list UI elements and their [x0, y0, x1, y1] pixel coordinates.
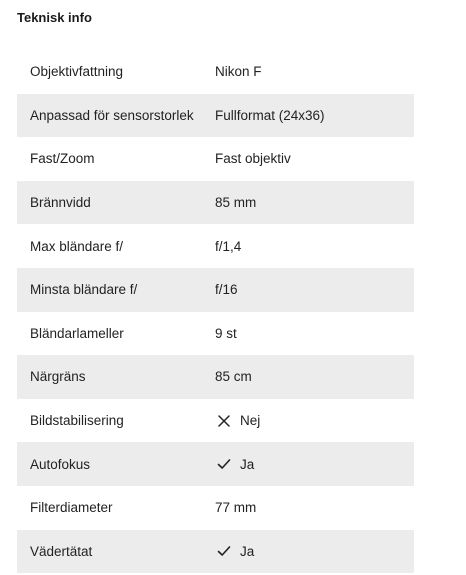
spec-label: Objektivfattning — [30, 64, 124, 80]
spec-label: Bländarlameller — [30, 325, 124, 341]
spec-label: Autofokus — [30, 456, 91, 472]
spec-value: 77 mm — [215, 500, 257, 516]
spec-value-cell — [215, 151, 414, 166]
spec-value-cell — [215, 282, 414, 297]
spec-row-max-blandare — [17, 224, 414, 268]
spec-value: 85 cm — [215, 369, 252, 385]
cross-icon — [217, 414, 231, 428]
spec-row-autofokus — [17, 442, 414, 486]
spec-label: Fast/Zoom — [30, 151, 95, 167]
spec-label: Max bländare f/ — [30, 238, 124, 254]
spec-label: Anpassad för sensorstorlek — [30, 107, 194, 123]
spec-value: Fullformat (24x36) — [215, 107, 325, 123]
check-icon — [217, 544, 231, 558]
check-icon — [217, 457, 231, 471]
spec-value: f/1,4 — [215, 238, 242, 254]
spec-row-filterdiameter — [17, 486, 414, 530]
spec-value-cell — [215, 326, 414, 341]
spec-row-brannvidd — [17, 181, 414, 225]
spec-label: Brännvidd — [30, 195, 91, 211]
spec-value: Nikon F — [215, 64, 262, 80]
spec-value-cell — [215, 64, 414, 79]
spec-label: Närgräns — [30, 369, 86, 385]
spec-value: Ja — [240, 456, 255, 472]
spec-value: Nej — [240, 413, 261, 429]
spec-table — [17, 50, 414, 573]
spec-value-cell — [215, 457, 414, 472]
spec-value-cell — [215, 413, 414, 428]
spec-value: Ja — [240, 543, 255, 559]
spec-row-sensorstorlek — [17, 94, 414, 138]
spec-value-cell — [215, 239, 414, 254]
spec-value-cell — [215, 500, 414, 515]
spec-value: Fast objektiv — [215, 151, 291, 167]
spec-row-blandarlameller — [17, 312, 414, 356]
spec-label: Minsta bländare f/ — [30, 282, 138, 298]
spec-label: Vädertätat — [30, 543, 93, 559]
spec-value-cell — [215, 108, 414, 123]
spec-label: Filterdiameter — [30, 500, 113, 516]
spec-row-bildstabilisering — [17, 399, 414, 443]
spec-value: 9 st — [215, 325, 237, 341]
spec-row-fast-zoom — [17, 137, 414, 181]
spec-label: Bildstabilisering — [30, 413, 124, 429]
spec-row-objektivfattning — [17, 50, 414, 94]
section-title: Teknisk info — [17, 10, 92, 25]
spec-value: f/16 — [215, 282, 238, 298]
spec-value-cell — [215, 195, 414, 210]
spec-row-vadertatat — [17, 530, 414, 574]
spec-row-nargrans — [17, 355, 414, 399]
spec-value: 85 mm — [215, 195, 257, 211]
spec-row-minsta-blandare — [17, 268, 414, 312]
spec-value-cell — [215, 369, 414, 384]
spec-value-cell — [215, 544, 414, 559]
